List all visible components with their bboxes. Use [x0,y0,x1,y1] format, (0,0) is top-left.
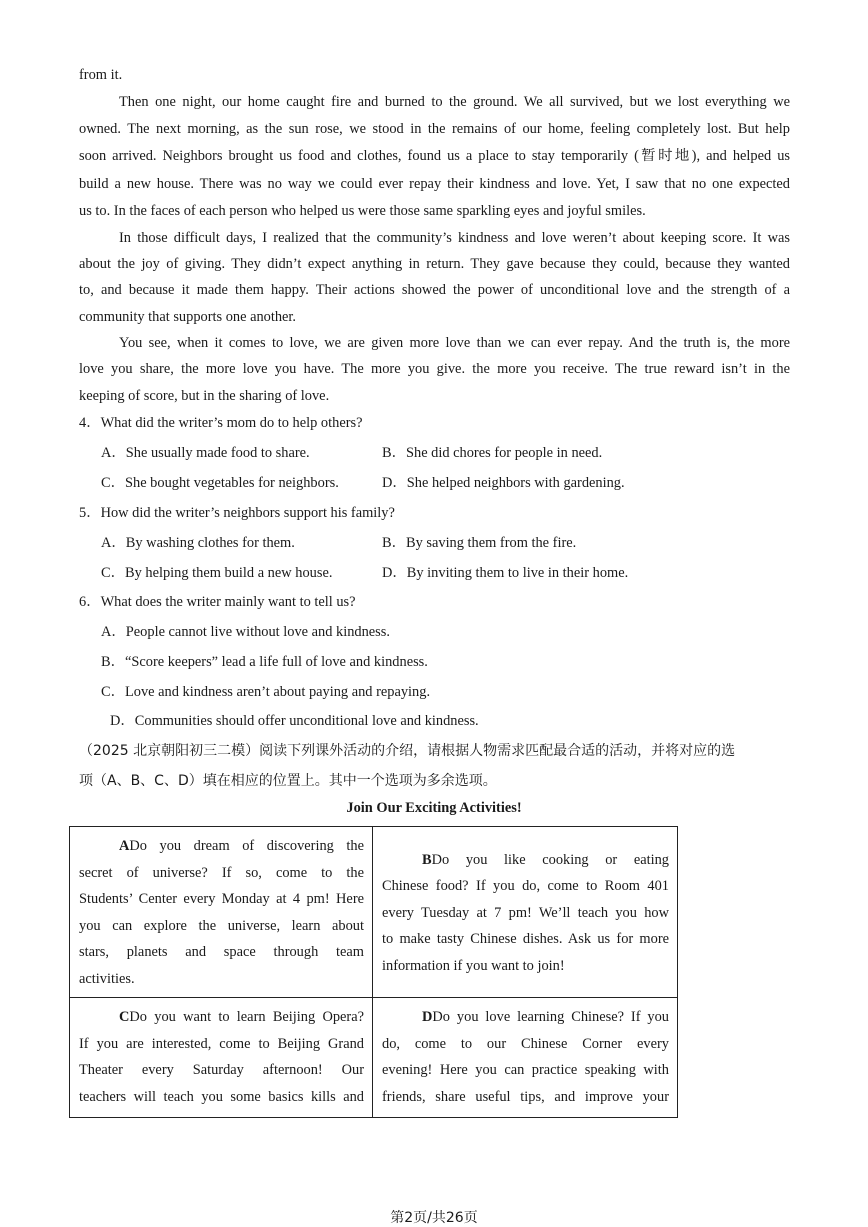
activity-card-a [70,827,373,998]
question-stem: 4．What did the writer’s mom do to help others? [79,415,363,431]
activity-text: do, come to our Chinese Corner every [382,1035,669,1052]
option-d: D．Communities should offer unconditional love and kindness. [110,713,479,729]
activity-card-b [373,827,678,998]
option-a: A．By washing clothes for them. [101,535,295,551]
option-b: B．“Score keepers” lead a life full of love and kindness. [101,654,428,670]
activity-text: every Tuesday at 7 pm! We’ll teach you how [382,904,669,921]
passage-line: love you share, the more love you have. The more you give. the more you receive. The true reward isn’t in the [79,361,790,377]
passage-line: to, and because it made them happy. Their actions showed the power of unconditional love and the strength of a [79,282,790,298]
option-b: B．By saving them from the fire. [382,535,577,551]
activity-text: evening! Here you can practice speaking with [382,1062,669,1078]
question-stem: 5．How did the writer’s neighbors support his family? [79,505,395,521]
passage-line: Then one night, our home caught fire and burned to the ground. We all survived, but we lost everything we [119,94,790,110]
section-instruction: （2025 北京朝阳初三二模）阅读下列课外活动的介绍，请根据人物需求匹配最合适的活动，并将对应的选 [79,743,736,759]
question-stem: 6．What does the writer mainly want to tell us? [79,594,356,610]
activity-text: Do you love learning Chinese? If you [432,1009,669,1025]
activity-card-d [373,998,678,1118]
option-c: C．By helping them build a new house. [101,565,333,581]
option-b: B．She did chores for people in need. [382,445,603,461]
option-d: D．By inviting them to live in their home. [382,565,629,581]
activity-text: secret of universe? If so, come to the [79,864,364,881]
activity-text: activities. [79,970,135,987]
activity-text: to make tasty Chinese dishes. Ask us for more [382,931,669,948]
activity-text: Do you want to learn Beijing Opera? [129,1009,364,1025]
activity-text: stars, planets and space through team [79,944,364,960]
activities-title: Join Our Exciting Activities! [346,800,522,816]
option-a: A．She usually made food to share. [101,445,310,461]
activity-text: friends, share useful tips, and improve your [382,1088,669,1105]
activity-card-c [70,998,373,1118]
option-a: A．People cannot live without love and kindness. [101,624,390,640]
passage-line: from it. [79,67,123,83]
activity-letter: B [422,851,432,868]
activity-text: If you are interested, come to Beijing Grand [79,1035,364,1052]
activity-text: Chinese food? If you do, come to Room 401 [382,878,669,895]
option-c: C．Love and kindness aren’t about paying and repaying. [101,684,431,700]
activity-text: Do you dream of discovering the [129,838,364,854]
section-instruction: 项（A、B、C、D）填在相应的位置上。其中一个选项为多余选项。 [79,773,497,789]
passage-line: us to. In the faces of each person who helped us were those same sparkling eyes and joyful smiles. [79,203,646,219]
passage-line: community that supports one another. [79,309,297,325]
passage-line: keeping of score, but in the sharing of love. [79,388,330,404]
activity-text: you can explore the universe, learn about [79,917,364,934]
activity-letter: D [422,1009,433,1025]
activity-text: Students’ Center every Monday at 4 pm! Here [79,891,364,907]
passage-line: soon arrived. Neighbors brought us food and clothes, found us a place to stay temporarily (暂时地), and helped us [79,148,790,164]
activity-text: Theater every Saturday afternoon! Our [79,1062,364,1078]
page-number: 第2页/共26页 [390,1210,478,1226]
passage-line: build a new house. There was no way we could ever repay their kindness and love. Yet, I saw that no one expected [79,176,790,192]
activity-text: teachers will teach you some basics kills and [79,1088,364,1105]
activity-text: information if you want to join! [382,957,565,974]
activities-table [69,826,678,1118]
passage-line: In those difficult days, I realized that the community’s kindness and love weren’t about keeping score. It was [119,230,790,246]
option-d: D．She helped neighbors with gardening. [382,475,625,491]
activity-letter: A [119,838,130,854]
activity-text: Do you like cooking or eating [431,851,669,868]
passage-line: about the joy of giving. They didn’t expect anything in return. They gave because they could, because they wanted [79,256,790,272]
option-c: C．She bought vegetables for neighbors. [101,475,339,491]
passage-line: owned. The next morning, as the sun rose, we stood in the remains of our home, feeling completely lost. But help [79,121,790,137]
passage-line: You see, when it comes to love, we are given more love than we can ever repay. And the truth is, the more [119,335,790,351]
activity-letter: C [119,1009,130,1025]
